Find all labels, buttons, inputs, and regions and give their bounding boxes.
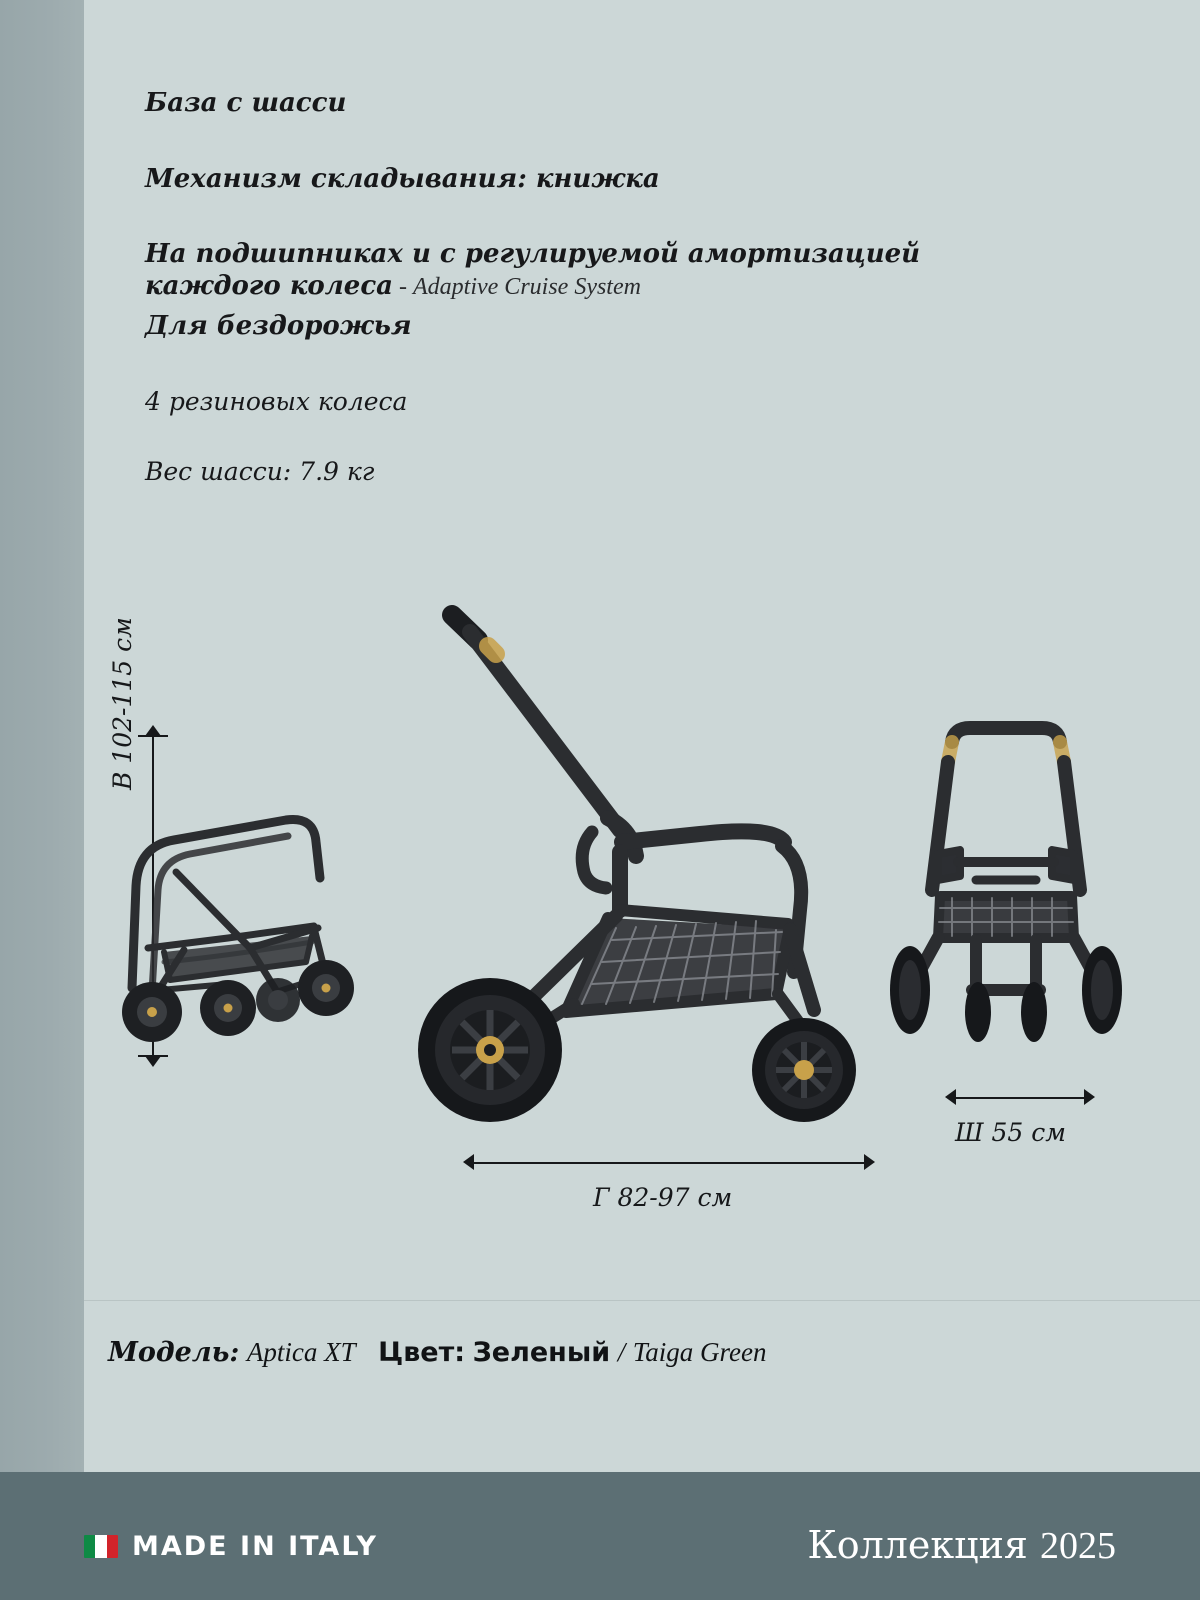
width-dimension-arrow: [955, 1097, 1085, 1099]
footer-bar: [0, 1472, 1200, 1600]
height-dimension-label: В 102-115 см: [108, 617, 137, 790]
stroller-side-view-icon: [370, 580, 910, 1150]
stroller-folded-side-icon: [100, 700, 400, 1060]
spec-chassis-weight: Вес шасси: 7.9 кг: [145, 457, 375, 487]
depth-dimension-label: Г 82-97 см: [593, 1183, 733, 1212]
model-info-line: [108, 1337, 766, 1368]
color-separator: /: [617, 1337, 626, 1367]
spec-base-chassis: База с шасси: [145, 88, 347, 118]
width-dimension-label: Ш 55 см: [955, 1118, 1066, 1147]
spec-suspension: [145, 239, 1045, 302]
spec-suspension-main: На подшипниках и с регулируемой амортизацией каждого колеса: [145, 239, 921, 302]
collection-label: Коллекция: [807, 1523, 1028, 1567]
left-accent-band-gradient: [0, 0, 84, 1600]
specifications-list: [145, 88, 1045, 488]
color-value-en: Taiga Green: [632, 1337, 767, 1367]
spec-suspension-sub: - Adaptive Cruise System: [393, 274, 641, 301]
spec-folding-mechanism: Механизм складывания: книжка: [145, 163, 660, 194]
model-value: Aptica XT: [246, 1337, 356, 1367]
stroller-front-view-icon: [880, 690, 1130, 1090]
made-in-italy-label: MADE IN ITALY: [132, 1531, 378, 1562]
model-label: Модель:: [108, 1337, 240, 1368]
spec-offroad: Для бездорожья: [145, 310, 412, 341]
depth-dimension-arrow: [473, 1162, 865, 1164]
collection-info: [807, 1523, 1116, 1568]
spec-wheels: 4 резиновых колеса: [145, 386, 408, 416]
color-label: Цвет:: [378, 1337, 466, 1368]
collection-year: 2025: [1040, 1525, 1116, 1567]
left-accent-band: [0, 0, 84, 1600]
italian-flag-icon: [84, 1535, 118, 1558]
made-in-italy-badge: [84, 1531, 378, 1562]
model-divider: [84, 1300, 1200, 1301]
color-value: Зеленый: [472, 1337, 611, 1368]
